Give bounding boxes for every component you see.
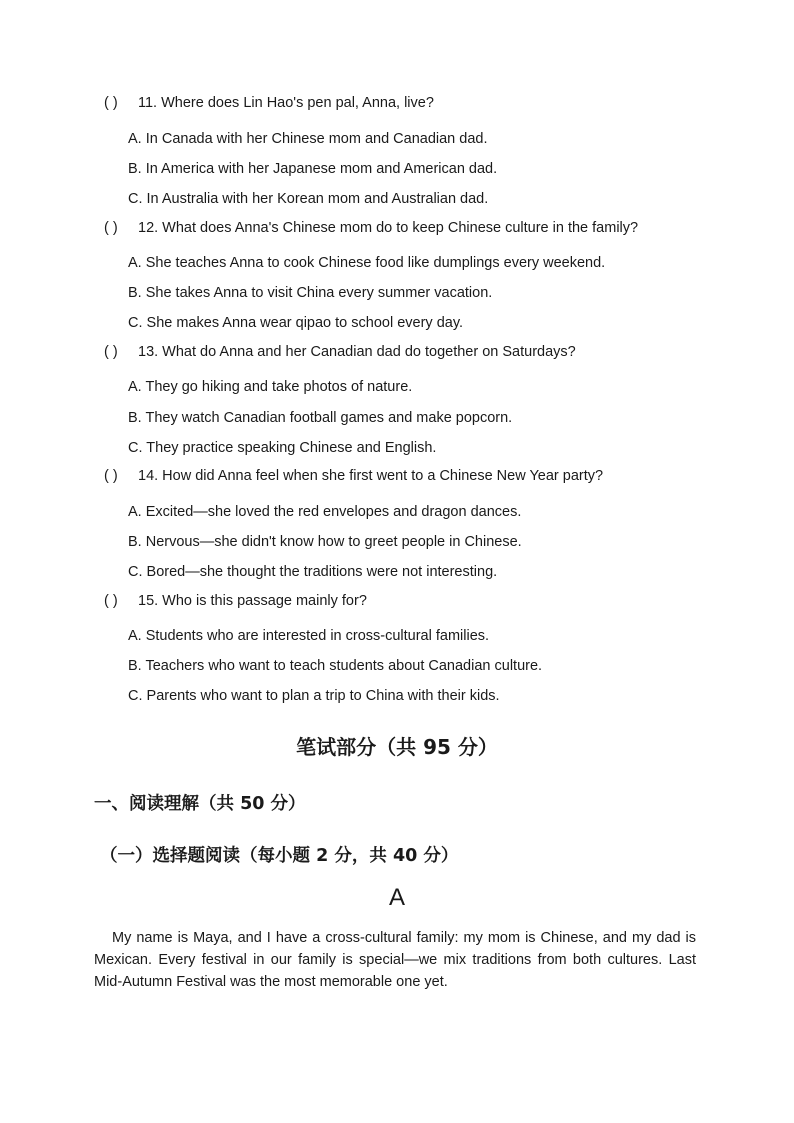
option-11-a: A. In Canada with her Chinese mom and Canadian dad. [128, 131, 488, 147]
option-13-b: B. They watch Canadian football games and make popcorn. [128, 410, 513, 426]
answer-blank: ( ) [104, 344, 118, 360]
option-14-a: A. Excited—she loved the red envelopes and dragon dances. [128, 504, 522, 520]
question-text: 15. Who is this passage mainly for? [138, 593, 367, 609]
written-section-title: 笔试部分（共 95 分） [296, 735, 498, 759]
option-15-c: C. Parents who want to plan a trip to China with their kids. [128, 688, 500, 704]
option-13-a: A. They go hiking and take photos of nature. [128, 379, 413, 395]
question-13 [104, 344, 576, 360]
passage-text: My name is Maya, and I have a cross-cultural family: my mom is Chinese, and my dad is Mexican. Every festival in our family is special—we mix traditions from both cultures. Last Mid-Autumn Festival was the most memorable one yet. [94, 930, 696, 990]
option-15-b: B. Teachers who want to teach students about Canadian culture. [128, 658, 543, 674]
question-text: 13. What do Anna and her Canadian dad do together on Saturdays? [138, 344, 576, 360]
sub-heading: （一）选择题阅读（每小题 2 分，共 40 分） [100, 846, 459, 866]
question-14 [104, 468, 603, 484]
answer-blank: ( ) [104, 593, 118, 609]
question-text: 11. Where does Lin Hao's pen pal, Anna, live? [138, 95, 434, 111]
question-text: 12. What does Anna's Chinese mom do to keep Chinese culture in the family? [138, 220, 639, 236]
option-12-b: B. She takes Anna to visit China every summer vacation. [128, 285, 493, 301]
answer-blank: ( ) [104, 468, 118, 484]
answer-blank: ( ) [104, 220, 118, 236]
option-11-b: B. In America with her Japanese mom and American dad. [128, 161, 498, 177]
option-14-c: C. Bored—she thought the traditions were not interesting. [128, 564, 498, 580]
option-11-c: C. In Australia with her Korean mom and Australian dad. [128, 191, 489, 207]
option-12-c: C. She makes Anna wear qipao to school every day. [128, 315, 464, 331]
question-text: 14. How did Anna feel when she first went to a Chinese New Year party? [138, 468, 604, 484]
question-11 [104, 95, 434, 111]
passage-letter: A [388, 884, 405, 911]
option-14-b: B. Nervous—she didn't know how to greet people in Chinese. [128, 534, 522, 550]
option-13-c: C. They practice speaking Chinese and English. [128, 440, 437, 456]
question-12 [104, 220, 638, 236]
part-one-heading: 一、阅读理解（共 50 分） [94, 794, 306, 814]
question-15 [104, 593, 367, 609]
answer-blank: ( ) [104, 95, 118, 111]
option-12-a: A. She teaches Anna to cook Chinese food like dumplings every weekend. [128, 255, 606, 271]
option-15-a: A. Students who are interested in cross-cultural families. [128, 628, 490, 644]
